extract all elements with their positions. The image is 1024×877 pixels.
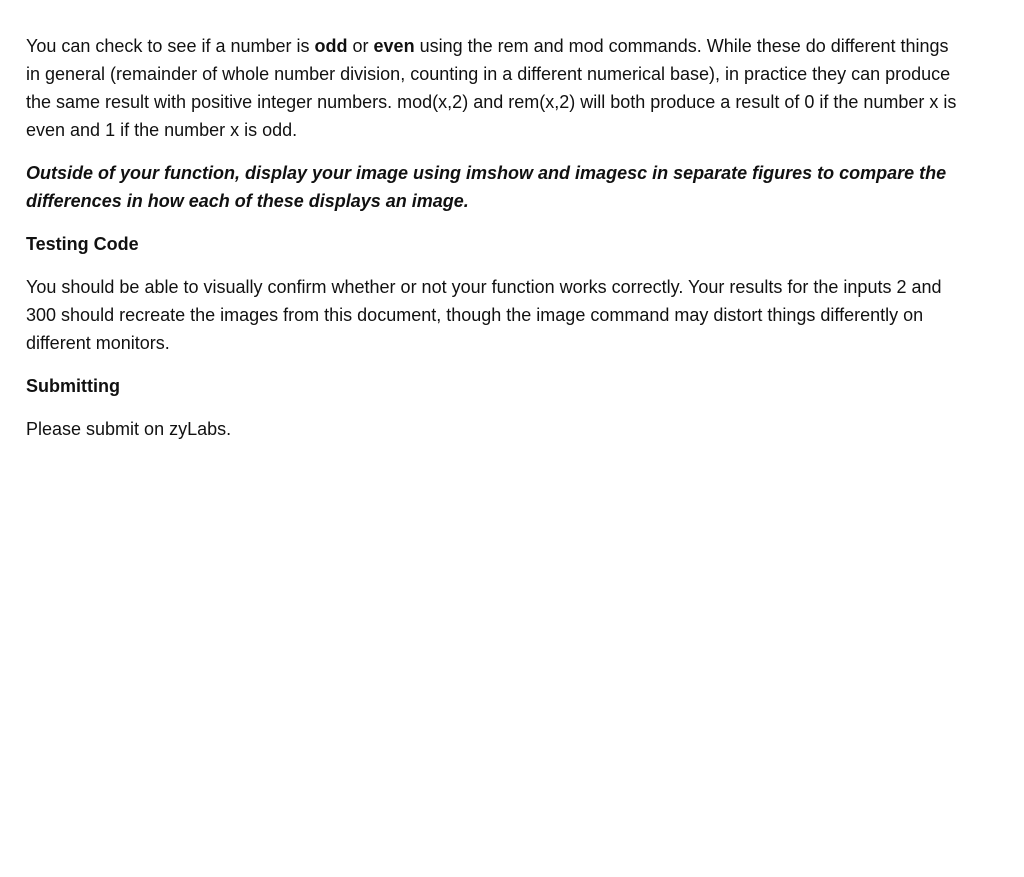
submitting-paragraph: Please submit on zyLabs. — [26, 419, 232, 439]
para1-text-1: You can check to see if a number is — [26, 36, 315, 56]
display-instruction: Outside of your function, display your image using imshow and imagesc in separate figures to compare the differences in how each of these displays an image. — [26, 163, 947, 211]
document-page — [26, 32, 966, 443]
para1-text-3: using the rem and mod commands. While these do different things in general (remainder of whole number division, counting in a different numerical base), in practice they can produce the same result with positive integer numbers. mod(x,2) and rem(x,2) will both produce a result of 0 if the number x is even and 1 if the number x is odd. — [26, 36, 957, 140]
submitting-heading: Submitting — [26, 376, 120, 396]
testing-code-heading: Testing Code — [26, 234, 139, 254]
para1-text-2: or — [347, 36, 374, 56]
testing-code-paragraph: You should be able to visually confirm whether or not your function works correctly. Your results for the inputs 2 and 300 should recreate the images from this document, though the image command may distort things differently on different monitors. — [26, 277, 942, 353]
even-keyword: even — [373, 36, 415, 56]
odd-even-paragraph — [26, 32, 966, 144]
odd-keyword: odd — [314, 36, 348, 56]
